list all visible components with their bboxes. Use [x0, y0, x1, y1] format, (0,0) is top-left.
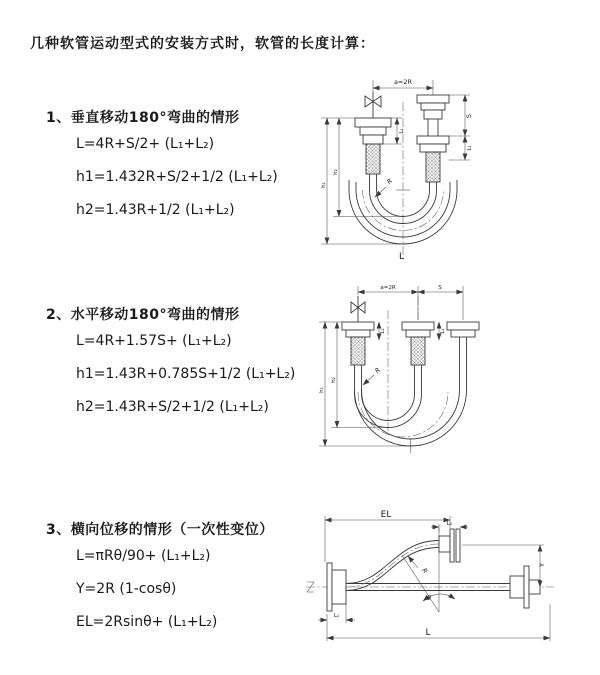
hose-end-fitting-right	[417, 95, 449, 182]
dimension-width	[358, 285, 463, 320]
section-2	[46, 304, 321, 423]
angle-label: θ	[427, 594, 431, 602]
radius-label: R	[385, 176, 395, 186]
dim-label-end-mid: L₁	[440, 328, 446, 334]
dim-label-width: a=2R	[380, 285, 396, 291]
dim-label-width: a=2R	[393, 78, 413, 86]
radius-callout	[363, 366, 382, 385]
length-label: L	[399, 252, 405, 262]
dimension-end-right	[449, 136, 473, 160]
hose-curves	[355, 346, 467, 446]
section-1-heading: 1、垂直移动180°弯曲的情形	[46, 110, 240, 126]
section-1	[46, 107, 321, 226]
dim-label-end-left: L₁	[399, 128, 405, 134]
dimension-end-mid	[439, 322, 446, 340]
dim-label-offset: S	[465, 113, 473, 119]
dim-label-height2: h₂	[333, 169, 339, 175]
flange-left	[327, 563, 346, 611]
dimension-width	[373, 78, 433, 95]
section-3-formula-el: EL=2Rsinθ+ (L₁+L₂)	[76, 613, 218, 630]
dim-label-end-top: L₁	[446, 521, 453, 527]
hose-end-fitting-mid	[402, 322, 434, 365]
diagram-vertical-180-bend	[313, 70, 598, 265]
dimension-offset	[418, 285, 463, 292]
hose-displaced-position	[346, 529, 460, 591]
dimension-length	[327, 604, 550, 641]
radius-callout	[408, 556, 429, 575]
dimension-end-top	[431, 521, 468, 532]
hose-end-fitting-left	[355, 118, 391, 174]
valve-icon	[365, 92, 381, 118]
radius-label: R	[373, 365, 383, 375]
dim-label-offset: S	[438, 285, 442, 291]
dim-label-end-left: L₁	[380, 328, 386, 334]
diagram-horizontal-180-bend	[313, 282, 598, 462]
diagram-lateral-displacement	[298, 502, 598, 652]
dim-label-extended: EL	[380, 510, 392, 520]
dimension-end-left	[379, 322, 386, 340]
radius-label: R	[420, 566, 430, 576]
section-2-formula-h1: h1=1.43R+0.785S+1/2 (L₁+L₂)	[76, 365, 296, 382]
dim-label-length: L	[425, 628, 431, 638]
section-1-formula-h2: h2=1.43R+1/2 (L₁+L₂)	[76, 201, 235, 218]
radius-callout	[375, 177, 394, 197]
hose-end-fitting-right	[447, 322, 479, 346]
section-3-heading: 3、横向位移的情形（一次性变位）	[46, 522, 274, 538]
section-2-heading: 2、水平移动180°弯曲的情形	[46, 307, 240, 323]
section-3	[46, 519, 321, 638]
dim-label-height1: h₁	[321, 182, 327, 188]
section-1-formula-length: L=4R+S/2+ (L₁+L₂)	[76, 135, 215, 152]
section-1-formula-h1: h1=1.432R+S/2+1/2 (L₁+L₂)	[76, 168, 278, 185]
dim-label-height2: h₂	[331, 377, 337, 383]
section-3-formula-length: L=πRθ/90+ (L₁+L₂)	[76, 547, 211, 564]
dim-label-end-left: L₁	[333, 613, 340, 619]
section-2-formula-length: L=4R+1.57S+ (L₁+L₂)	[76, 332, 232, 349]
dimension-offset	[449, 95, 473, 136]
hose-end-fitting-left	[342, 322, 374, 365]
dim-label-height1: h₁	[319, 387, 325, 393]
dimension-end-left	[318, 604, 355, 623]
dimension-extended-length	[325, 510, 453, 562]
section-2-formula-h2: h2=1.43R+S/2+1/2 (L₁+L₂)	[76, 398, 269, 415]
section-3-formula-y: Y=2R (1-cosθ)	[76, 580, 177, 597]
valve-icon	[351, 296, 365, 322]
dim-label-rise: Y	[538, 563, 546, 567]
page-title: 几种软管运动型式的安装方式时，软管的长度计算：	[30, 36, 375, 53]
dim-label-end-right: L₁	[467, 145, 473, 151]
